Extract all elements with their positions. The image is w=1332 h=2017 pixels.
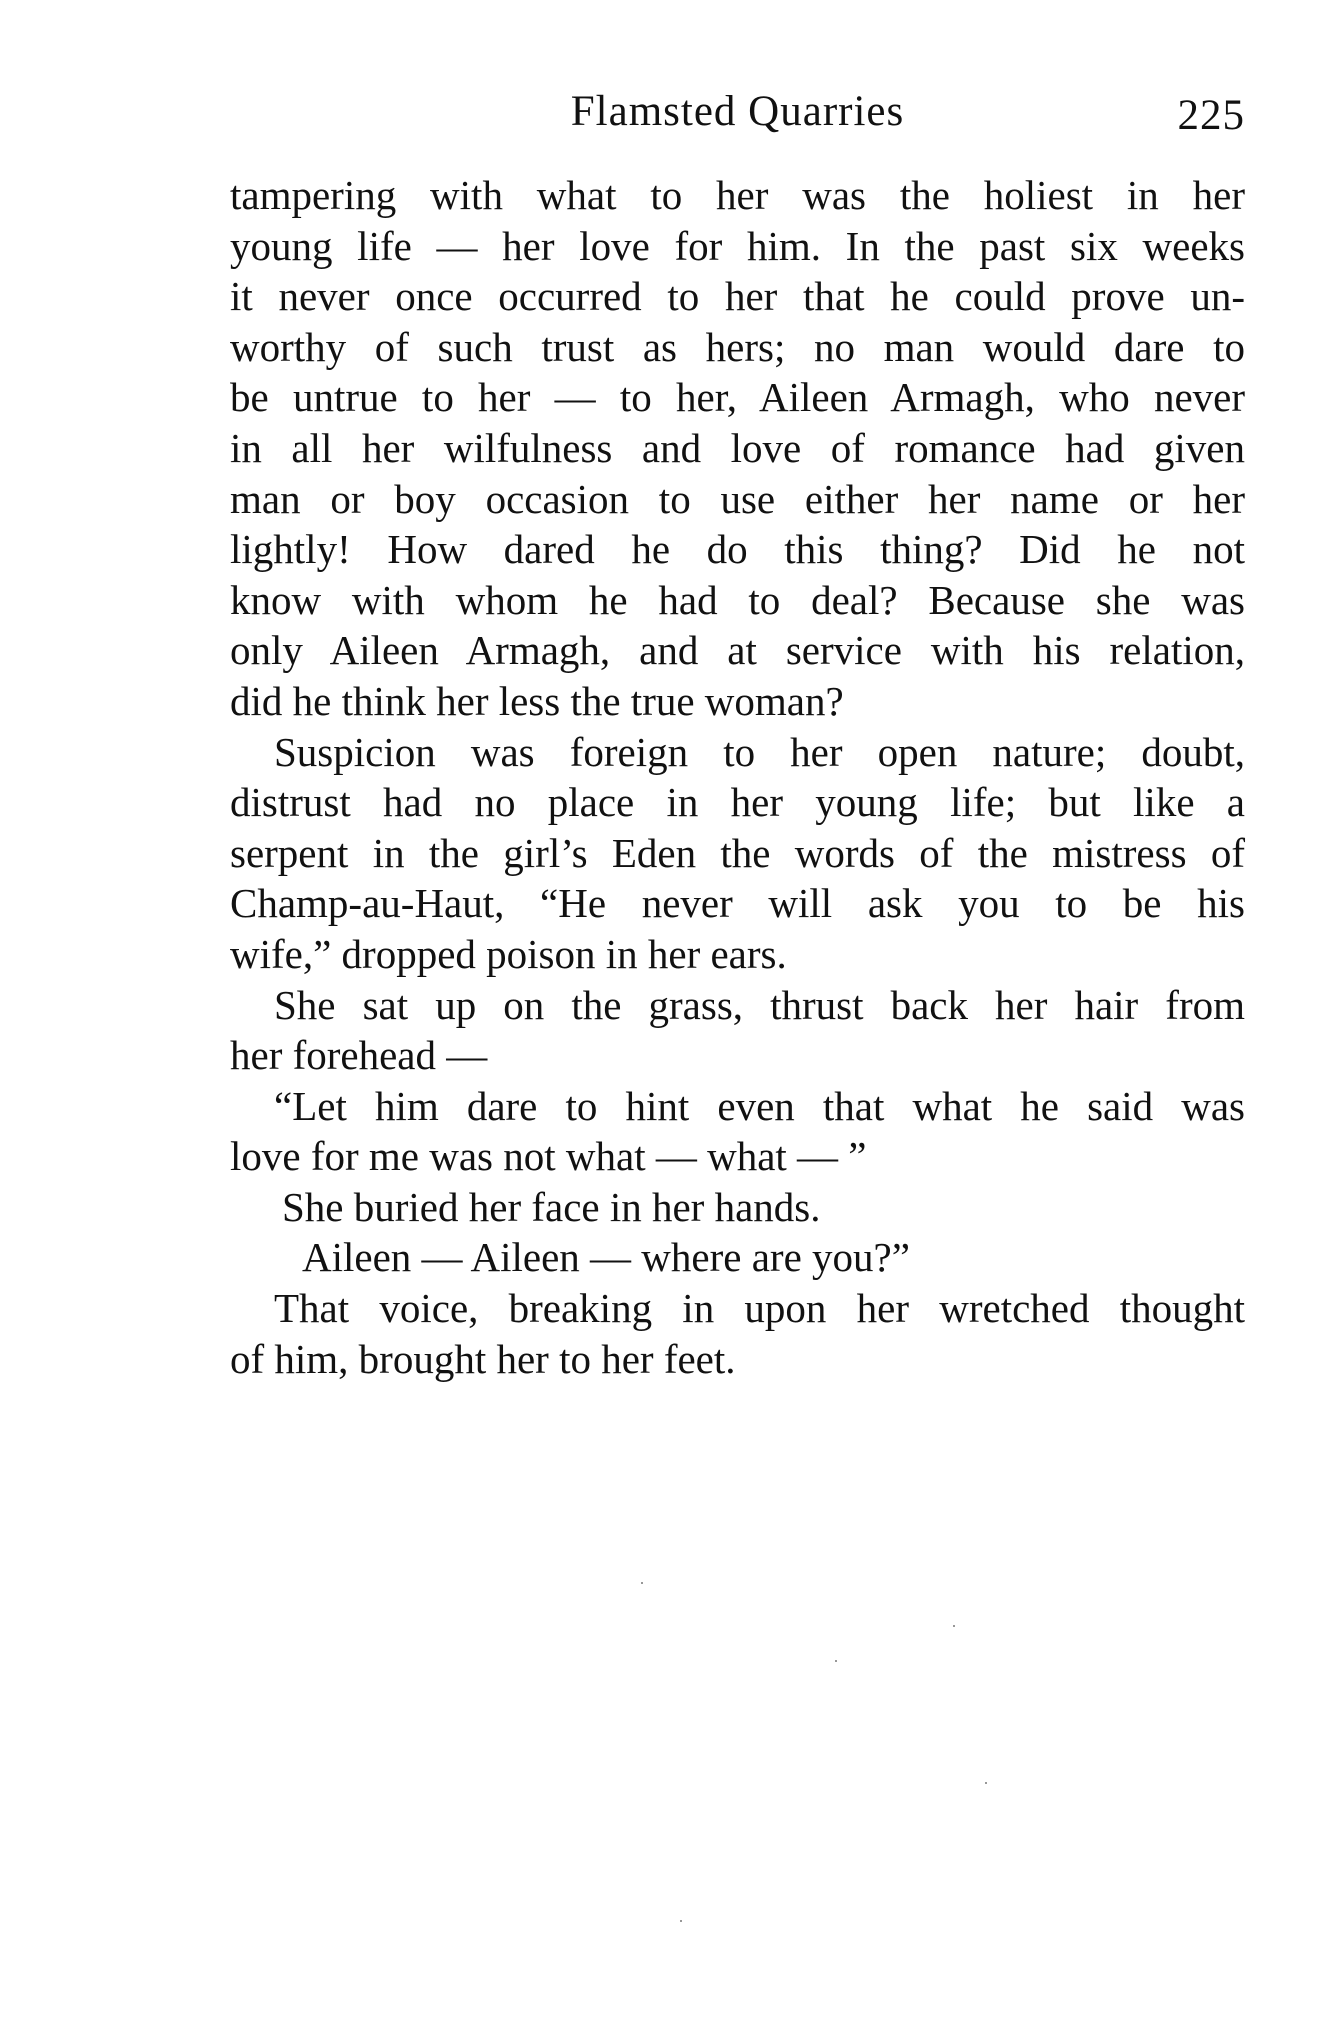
scan-speck	[953, 1625, 955, 1627]
text-line: man or boy occasion to use either her name or her	[230, 475, 1245, 522]
text-line: love for me was not what — what — ”	[230, 1133, 867, 1180]
text-line: it never once occurred to her that he could prove un-	[230, 273, 1245, 320]
text-line: lightly! How dared he do this thing? Did he not	[230, 526, 1245, 573]
text-line: distrust had no place in her young life; but like a	[230, 779, 1245, 826]
text-line: of him, brought her to her feet.	[230, 1335, 736, 1382]
text-line: She sat up on the grass, thrust back her hair from	[274, 981, 1245, 1028]
text-line: That voice, breaking in upon her wretched thought	[274, 1285, 1245, 1332]
scan-speck	[680, 1920, 682, 1922]
text-line: She buried her face in her hands.	[282, 1183, 821, 1230]
text-line: tampering with what to her was the holiest in her	[230, 172, 1245, 218]
text-line: in all her wilfulness and love of romance had given	[230, 424, 1245, 471]
text-line: know with whom he had to deal? Because she was	[230, 576, 1245, 623]
scan-speck	[835, 1660, 837, 1662]
text-line: “Let him dare to hint even that what he said was	[274, 1082, 1245, 1129]
running-title: Flamsted Quarries	[570, 88, 905, 135]
text-line: young life — her love for him. In the past six weeks	[230, 222, 1245, 269]
text-line: Champ-au-Haut, “He never will ask you to be his	[230, 880, 1245, 927]
text-line: did he think her less the true woman?	[230, 677, 844, 724]
text-line: her forehead —	[230, 1032, 488, 1079]
page-number: 225	[1177, 92, 1245, 139]
text-line: serpent in the girl’s Eden the words of the mistress of	[230, 829, 1245, 876]
text-line: Aileen — Aileen — where are you?”	[302, 1234, 910, 1281]
text-line: only Aileen Armagh, and at service with his relation,	[230, 627, 1245, 674]
scan-speck	[641, 1582, 643, 1584]
body-text	[230, 170, 1245, 1384]
text-line: worthy of such trust as hers; no man would dare to	[230, 323, 1245, 370]
text-line: be untrue to her — to her, Aileen Armagh, who never	[230, 374, 1245, 421]
running-head	[230, 82, 1245, 142]
text-line: wife,” dropped poison in her ears.	[230, 930, 787, 977]
scan-speck	[985, 1782, 987, 1784]
text-line: Suspicion was foreign to her open nature; doubt,	[274, 728, 1245, 775]
